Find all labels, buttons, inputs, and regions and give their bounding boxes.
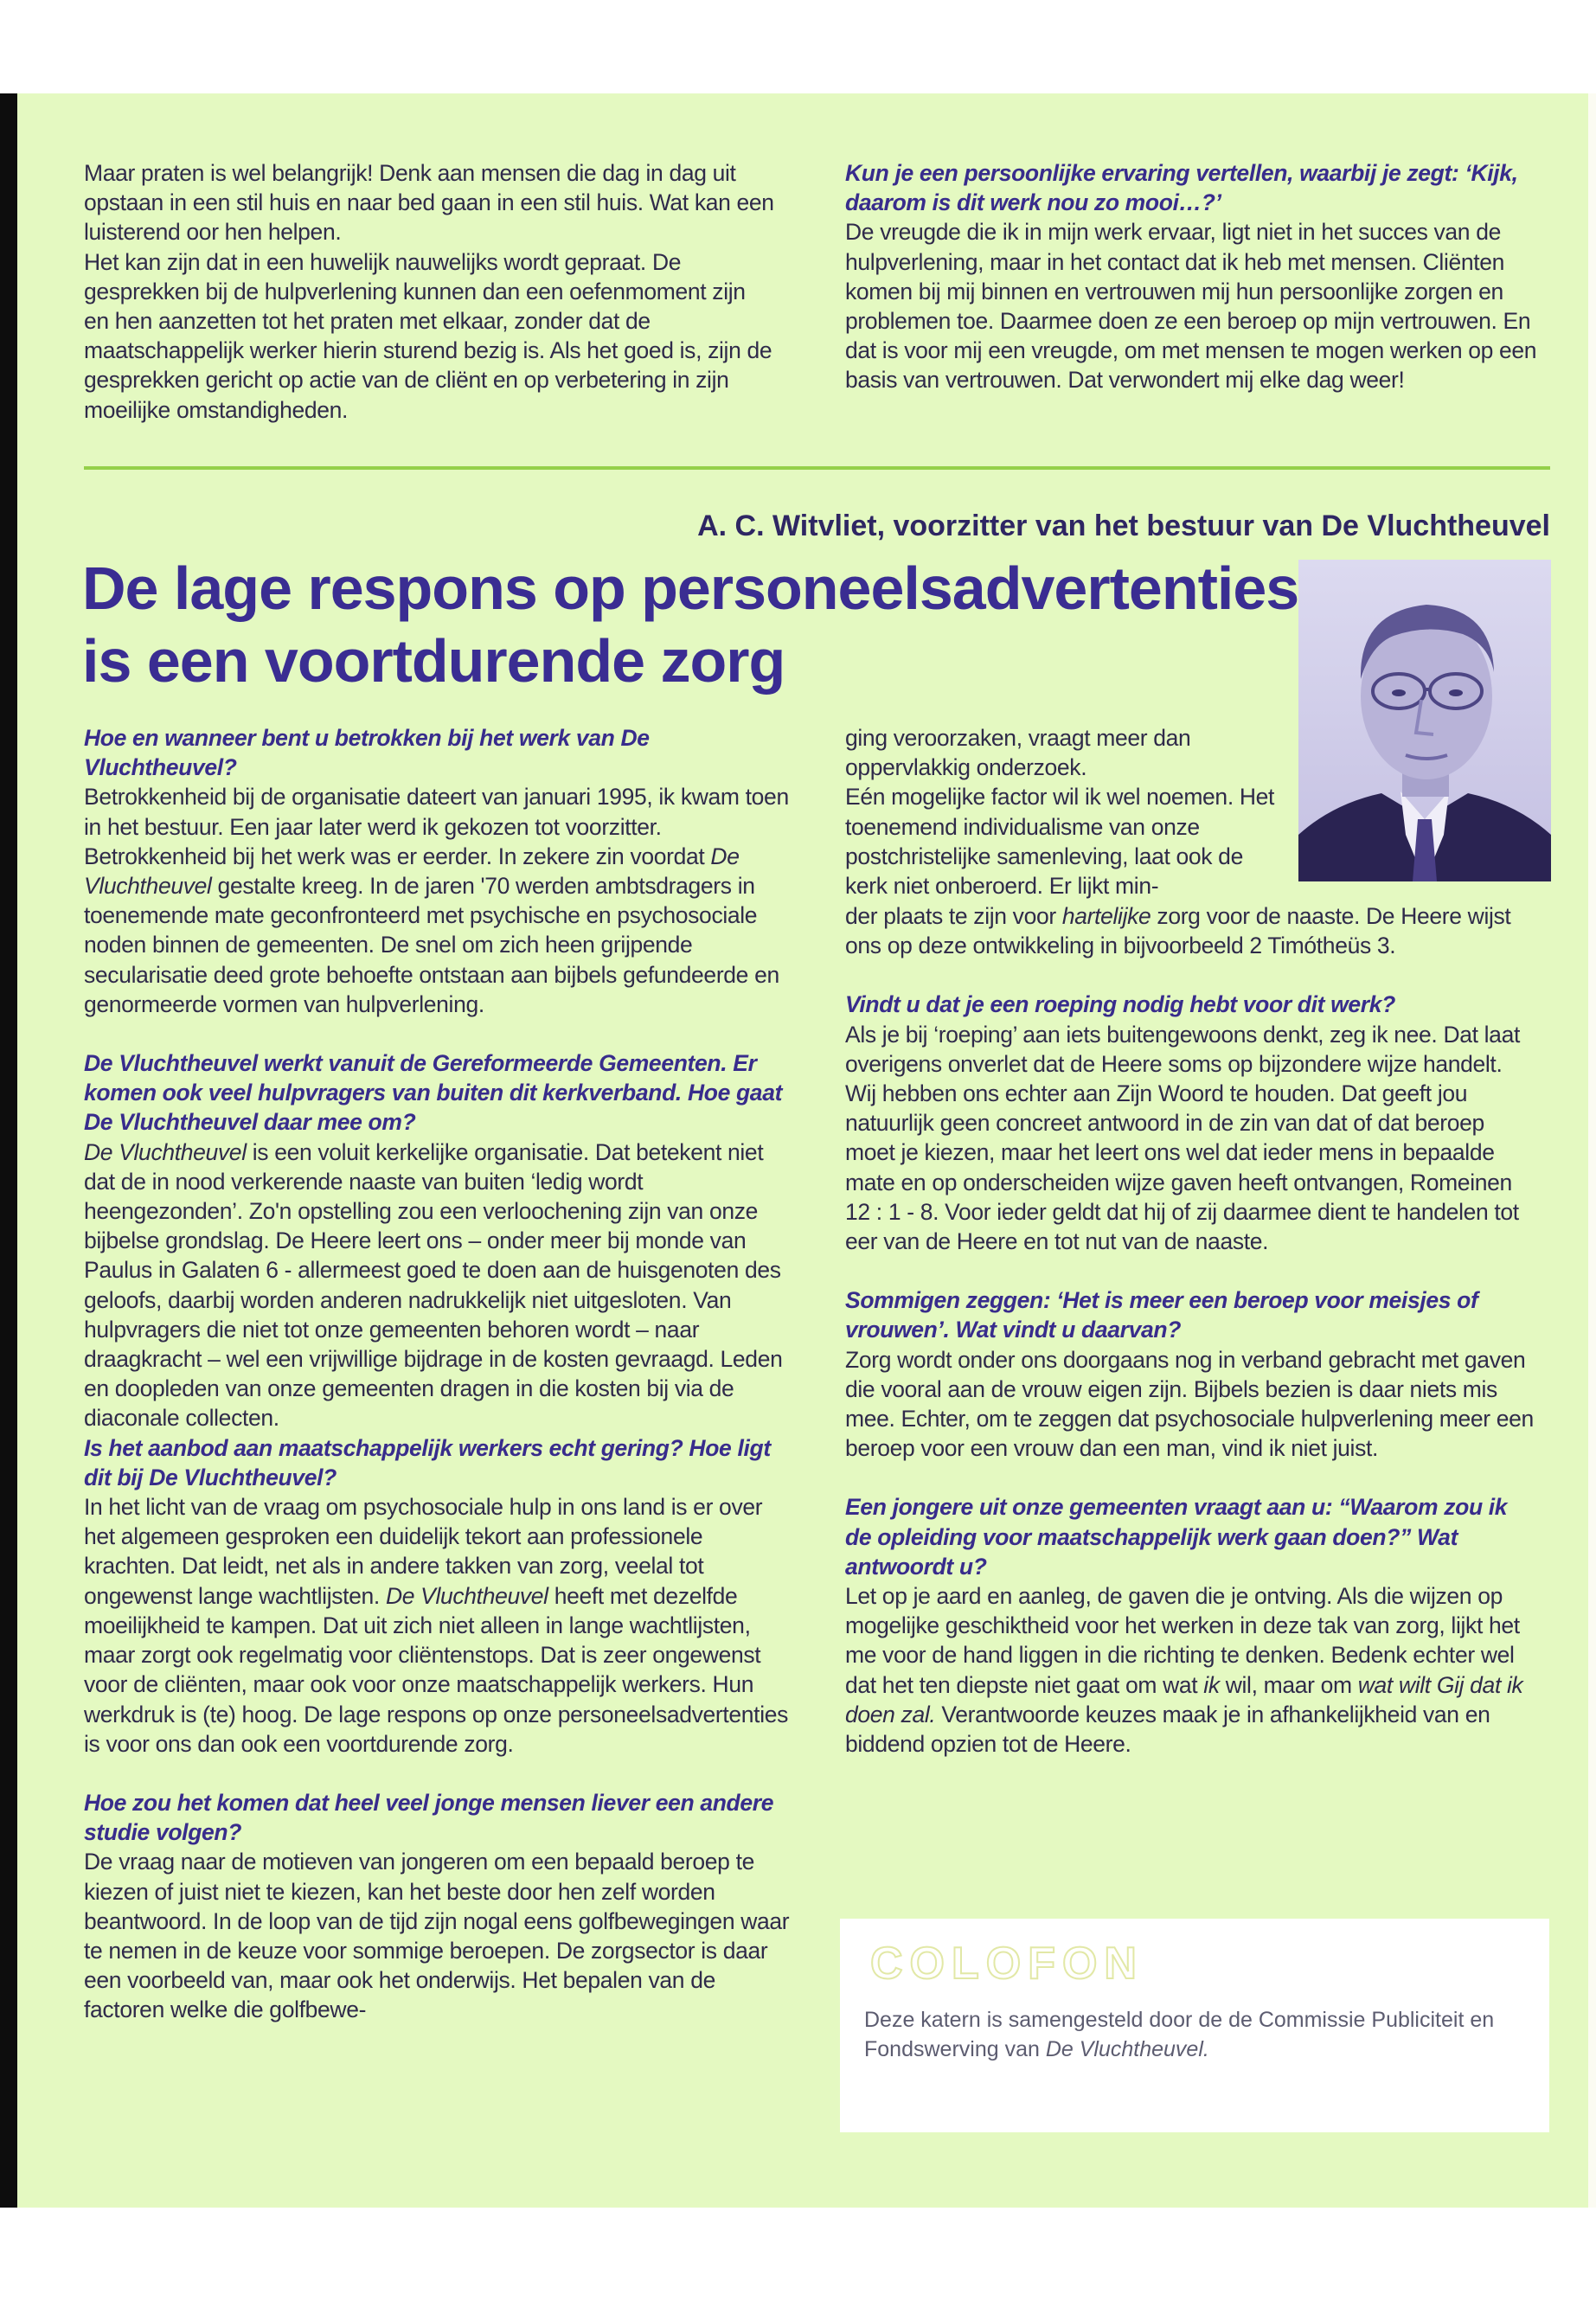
top-left-column — [84, 158, 776, 425]
top-right-column — [845, 158, 1537, 395]
answer-text: wil, maar om — [1219, 1671, 1358, 1698]
colofon-title: COLOFON — [870, 1939, 1144, 1989]
colofon-box — [840, 1919, 1549, 2132]
emphasis: ik — [1203, 1671, 1220, 1698]
answer-text: Let op je aard en aanleg, de gaven die je ontving. Als die wijzen op mogelijke geschiktheid voor het werken in deze tak van zorg, lijkt het me voor de hand liggen in die richting te denken. Bedenk echter wel dat het ten diepste niet gaat om wat — [845, 1583, 1520, 1698]
interview-question: Een jongere uit onze gemeenten vraagt aan u: “Waarom zou ik de opleiding voor maatschappelijk werk gaan doen?” Wat antwoordt u? — [845, 1494, 1508, 1580]
portrait-photo — [1298, 560, 1551, 881]
paragraph: Maar praten is wel belangrijk! Denk aan mensen die dag in dag uit opstaan in een stil huis en naar bed gaan in een stil huis. Wat kan een luisterend oor hen helpen. — [84, 160, 774, 246]
interview-answer: De vraag naar de motieven van jongeren om een bepaald beroep te kiezen of juist niet te kiezen, kan het beste door hen zelf worden beantwoord. In de loop van de tijd zijn nogal eens golfbewegingen waar te nemen in de keuze voor sommige beroepen. De zorgsector is daar een voorbeeld van, maar ook het onderwijs. Het bepalen van de factoren welke die golfbewe- — [84, 1849, 790, 2023]
organisation-name: De Vluchtheuvel — [84, 1138, 247, 1165]
left-column — [84, 723, 793, 2025]
answer-continuation: Eén mogelijke factor wil ik wel noemen. Het toenemend individualisme van onze postchristelijke samenleving, laat ook de kerk niet onberoerd. Er lijkt min- — [845, 784, 1275, 900]
answer-text: is een voluit kerkelijke organisatie. Dat betekent niet dat de in nood verkerende naaste van buiten ‘ledig wordt heengezonden’. Zo'n opstelling zou een verloochening zijn van onze bijbelse grondslag. De Heere leert ons – onder meer bij monde van Paulus in Galaten 6 - allermeest goed te doen aan de huisgenoten des geloofs, daarbij worden anderen nadrukkelijk niet uitgesloten. Van hulpvragers die niet tot onze gemeenten behoren wordt – naar draagkracht – wel een vrijwillige bijdrage in de kosten gevraagd. Leden en doopleden van onze gemeenten dragen in die kosten bij via de diaconale collecten. — [84, 1138, 783, 1432]
interview-question: Hoe zou het komen dat heel veel jonge mensen liever een andere studie volgen? — [84, 1789, 774, 1846]
answer-continuation: ging veroorzaken, vraagt meer dan oppervlakkig onderzoek. — [845, 725, 1191, 781]
interview-answer: De vreugde die ik in mijn werk ervaar, ligt niet in het succes van de hulpverlening, maar in het contact dat ik heb met mensen. Cliënten komen bij mij binnen en vertrouwen mij hun persoonlijke zorgen en problemen toe. Daarmee doen ze een beroep op mijn vertrouwen. En dat is voor mij een vreugde, om met mensen te mogen werken op een basis van vertrouwen. Dat verwondert mij elke dag weer! — [845, 219, 1537, 394]
headline-line: is een voortdurende zorg — [82, 627, 785, 695]
answer-text: gestalte kreeg. In de jaren '70 werden ambtsdragers in toenemende mate geconfronteerd met psychische en psychosociale noden binnen de gemeenten. De snel om zich heen grijpende secularisatie deed grote behoefte ontstaan aan bijbels gefundeerde en genormeerde vormen van hulpverlening. — [84, 873, 779, 1017]
answer-text: heeft met dezelfde moeilijkheid te kampen. Dat uit zich niet alleen in lange wachtlijsten, maar zorgt ook regelmatig voor cliëntenstops. Dat is zeer ongewenst voor de cliënten, maar ook voor onze maatschappelijk werkers. Hun werkdruk is (te) hoog. De lage respons op onze personeelsadvertenties is voor ons dan ook een voortdurende zorg. — [84, 1582, 789, 1757]
section-divider — [84, 466, 1550, 470]
article-headline — [82, 552, 1311, 697]
answer-text: der plaats te zijn voor — [845, 903, 1062, 929]
portrait-icon — [1298, 560, 1551, 881]
emphasis: wat wilt Gij dat ik doen zal. — [845, 1671, 1523, 1727]
paper-edge — [1588, 93, 1596, 2208]
answer-text: In het licht van de vraag om psychosociale hulp in ons land is er over het algemeen gesproken een duidelijk tekort aan professionele krachten. Dat leidt, net als in andere takken van zorg, veelal tot ongewenst lange wachtlijsten. — [84, 1494, 763, 1609]
colofon-body: Deze katern is samengesteld door de de Commissie Publiciteit en Fondswerving van — [864, 2008, 1495, 2061]
interview-question: Hoe en wanneer bent u betrokken bij het werk van De Vluchtheuvel? — [84, 725, 650, 781]
colofon-text — [864, 2005, 1522, 2064]
answer-text: zorg voor de naaste. De Heere wijst ons op deze ontwikkeling in bijvoorbeeld 2 Timótheüs 3. — [845, 903, 1511, 959]
interview-question: De Vluchtheuvel werkt vanuit de Gereformeerde Gemeenten. Er komen ook veel hulpvragers van buiten dit kerkverband. Hoe gaat De Vluchtheuvel daar mee om? — [84, 1050, 783, 1136]
interview-answer — [84, 1492, 793, 1759]
headline-line: De lage respons op personeelsadvertenties — [82, 554, 1299, 622]
interview-answer — [84, 1138, 793, 1433]
interview-question: Kun je een persoonlijke ervaring vertellen, waarbij je zegt: ‘Kijk, daarom is dit werk nou zo mooi…?’ — [845, 160, 1518, 216]
paragraph: Het kan zijn dat in een huwelijk nauwelijks wordt gepraat. De gesprekken bij de hulpverlening kunnen dan een oefenmoment zijn en hen aanzetten tot het praten met elkaar, zonder dat de maatschappelijk werker hierin sturend bezig is. Als het goed is, zijn de gesprekken gericht op actie van de cliënt en op verbetering in zijn moeilijke omstandigheden. — [84, 248, 772, 423]
interview-answer — [84, 782, 793, 1019]
emphasis: hartelijke — [1061, 903, 1151, 929]
interview-answer: Als je bij ‘roeping’ aan iets buitengewoons denkt, zeg ik nee. Dat laat overigens onverlet dat de Heere soms op bijzondere wijze handelt. Wij hebben ons echter aan Zijn Woord te houden. Dat geeft jou natuurlijk geen concreet antwoord in de zin van dat of dat beroep moet je kiezen, maar het leert ons wel dat ieder mens in bepaalde mate en op onderscheiden wijze gaven heeft ontvangen, Romeinen 12 : 1 - 8. Voor ieder geldt dat hij of zij daarmee dient te handelen tot eer van de Heere en tot nut van de naaste. — [845, 1021, 1520, 1255]
binding-edge — [0, 93, 17, 2208]
organisation-name: De Vluchtheuvel — [84, 843, 740, 900]
interview-answer — [845, 1581, 1537, 1759]
organisation-name: De Vluchtheuvel — [385, 1582, 548, 1609]
answer-continuation — [845, 901, 1537, 960]
answer-text: Verantwoorde keuzes maak je in afhankelijkheid van en biddend opzien tot de Heere. — [845, 1701, 1490, 1758]
interview-question: Sommigen zeggen: ‘Het is meer een beroep voor meisjes of vrouwen’. Wat vindt u daarvan? — [845, 1287, 1478, 1343]
byline: A. C. Witvliet, voorzitter van het bestuur van De Vluchtheuvel — [697, 510, 1550, 542]
right-column-beside-photo — [845, 723, 1282, 901]
interview-answer: Zorg wordt onder ons doorgaans nog in verband gebracht met gaven die vooral aan de vrouw eigen zijn. Bijbels bezien is daar niets mis mee. Echter, om te zeggen dat psychosociale hulpverlening meer een beroep voor een vrouw dan een man, vind ik niet juist. — [845, 1346, 1534, 1462]
organisation-name: De Vluchtheuvel. — [1045, 2037, 1209, 2061]
right-column — [845, 901, 1537, 1759]
interview-question: Is het aanbod aan maatschappelijk werkers echt gering? Hoe ligt dit bij De Vluchtheuvel? — [84, 1434, 771, 1490]
interview-question: Vindt u dat je een roeping nodig hebt voor dit werk? — [845, 991, 1395, 1018]
answer-text: Betrokkenheid bij de organisatie dateert van januari 1995, ik kwam toen in het bestuur. Een jaar later werd ik gekozen tot voorzitter. Betrokkenheid bij het werk was er eerder. In zekere zin voordat — [84, 784, 789, 869]
